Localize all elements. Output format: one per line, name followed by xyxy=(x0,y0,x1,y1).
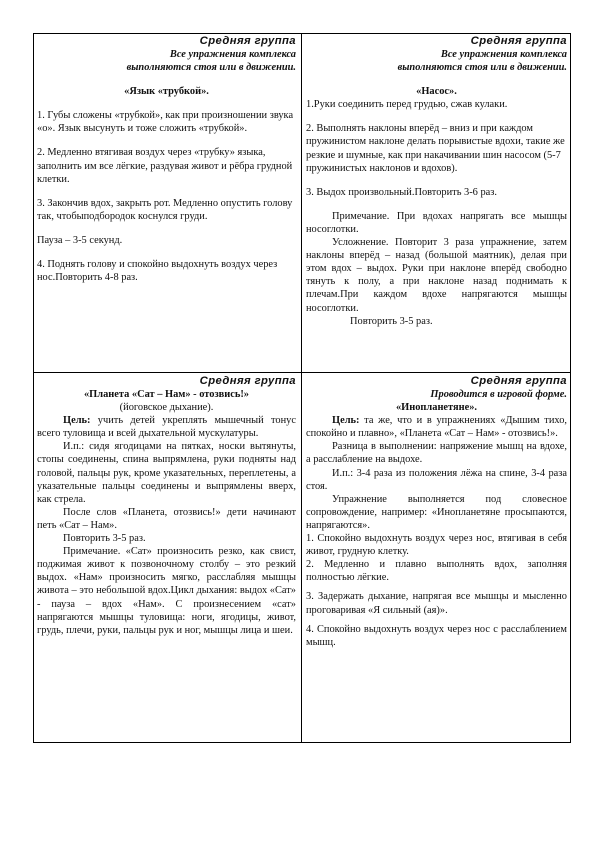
paragraph: 1.Руки соединить перед грудью, сжав кулаки. xyxy=(306,99,508,111)
goal-paragraph xyxy=(37,414,296,440)
paragraph: Пауза – 3-5 секунд. xyxy=(37,234,123,246)
paragraph: 3. Задержать дыхание, напрягая все мышцы и мысленно проговаривая «Я сильный (ая)». xyxy=(306,591,567,616)
group-header: Средняя группа xyxy=(470,375,567,387)
document-page xyxy=(33,33,571,743)
group-header: Средняя группа xyxy=(199,375,296,387)
paragraph: После слов «Планета, отозвись!» дети начинают петь «Сат – Нам». xyxy=(37,506,296,531)
goal-paragraph xyxy=(306,414,567,440)
paragraph: 3. Закончив вдох, закрыть рот. Медленно опустить голову так, чтобыподбородок коснулся груди. xyxy=(37,197,293,222)
note-paragraph: Примечание. При вдохах напрягать все мышцы носоглотки. xyxy=(306,210,567,235)
paragraph: 2. Медленно втягивая воздух через «трубку» языка, заполнить им все лёгкие, раздувая живот и рёбра грудной клетки. xyxy=(37,147,293,185)
paragraph: 4. Спокойно выдохнуть воздух через нос с расслаблением мышц. xyxy=(306,623,567,648)
exercise-title: «Насос». xyxy=(416,86,457,98)
paragraph: 1. Спокойно выдохнуть воздух через нос, втягивая в себя живот, грудную клетку. xyxy=(306,533,567,558)
paragraph: И.п.: 3-4 раза из положения лёжа на спине, 3-4 раза стоя. xyxy=(306,467,567,492)
paragraph: 2. Выполнять наклоны вперёд – вниз и при каждом пружинистом наклоне делать порывистые вдохи, такие же резкие и шумные, как при накачивании шин насосом (5-7 пружинистых наклонов и вдохов). xyxy=(306,123,565,174)
group-header: Средняя группа xyxy=(470,35,567,47)
cell-planet-sat-nam xyxy=(37,375,296,739)
paragraph: Разница в выполнении: напряжение мышц на вдохе, а расслабление на выдохе. xyxy=(306,441,567,466)
cell-pump xyxy=(306,35,567,369)
paragraph: 3. Выдох произвольный.Повторить 3-6 раз. xyxy=(306,186,497,198)
group-header: Средняя группа xyxy=(199,35,296,47)
exercise-title: «Язык «трубкой». xyxy=(124,86,209,98)
paragraph: 1. Губы сложены «трубкой», как при произношении звука «о». Язык высунуть и тоже сложить «трубкой». xyxy=(37,110,294,135)
row-divider xyxy=(33,372,571,373)
exercise-subtitle: (йоговское дыхание). xyxy=(119,402,214,414)
exercise-title: «Планета «Сат – Нам» - отозвись!» xyxy=(83,389,249,400)
paragraph: И.п.: сидя ягодицами на пятках, носки вытянуты, стопы соединены, спина выпрямлена, руки подняты над головой, пальцы рук, кроме указательных, переплетены, а указательные пальцы соединены и выпрямлены вверх, как стрела. xyxy=(37,441,296,505)
goal-text: та же, что и в упражнениях «Дышим тихо, спокойно и плавно», «Планета «Сат – Нам» - отозвись!». xyxy=(306,415,567,440)
paragraph: Упражнение выполняется под словесное сопровождение, например: «Инопланетяне просыпаются, напрягаются». xyxy=(306,493,567,531)
subheading: Все упражнения комплекса xyxy=(169,49,296,60)
goal-label: Цель: xyxy=(332,415,360,427)
subheading: Проводится в игровой форме. xyxy=(430,389,567,400)
paragraph: Повторить 3-5 раз. xyxy=(63,533,146,545)
paragraph: 4. Поднять голову и спокойно выдохнуть воздух через нос.Повторить 4-8 раз. xyxy=(37,259,278,284)
goal-label: Цель: xyxy=(63,415,91,427)
column-divider xyxy=(301,33,302,743)
exercise-title: «Инопланетяне». xyxy=(395,402,478,414)
subheading: выполняются стоя или в движении. xyxy=(397,62,567,74)
subheading: выполняются стоя или в движении. xyxy=(126,62,296,74)
paragraph: 2. Медленно и плавно выполнять вдох, заполняя полностью лёгкие. xyxy=(306,559,567,584)
goal-text: учить детей укреплять мышечный тонус всего туловища и всей дыхательной мускулатуры. xyxy=(37,415,296,440)
subheading: Все упражнения комплекса xyxy=(440,49,567,60)
cell-tongue-tube xyxy=(37,35,296,369)
note-paragraph: Примечание. «Сат» произносить резко, как свист, поджимая живот к позвоночному столбу – это резкий выдох. «Нам» произносить мягко, расслабляя мышцы живота – это небольшой вдох.Цикл дыхания: выдох «Сат» - пауза – вдох «Нам». С произнесением «сат» напрягаются мышцы туловища: ноги, ягодицы, живот, грудь, плечи, руки, пальцы рук и ног, мышцы лица и шеи. xyxy=(37,546,296,636)
cell-aliens xyxy=(306,375,567,739)
paragraph: Повторить 3-5 раз. xyxy=(350,315,433,327)
paragraph: Усложнение. Повторит 3 раза упражнение, затем наклоны вперёд – назад (большой маятник), делая при этом вдох – выдох. Руки при наклоне вперёд свободно тянуть к полу, а при наклоне назад поднимать к плечам.При каждом вдохе напрягаются мышцы носоглотки. xyxy=(306,237,567,314)
